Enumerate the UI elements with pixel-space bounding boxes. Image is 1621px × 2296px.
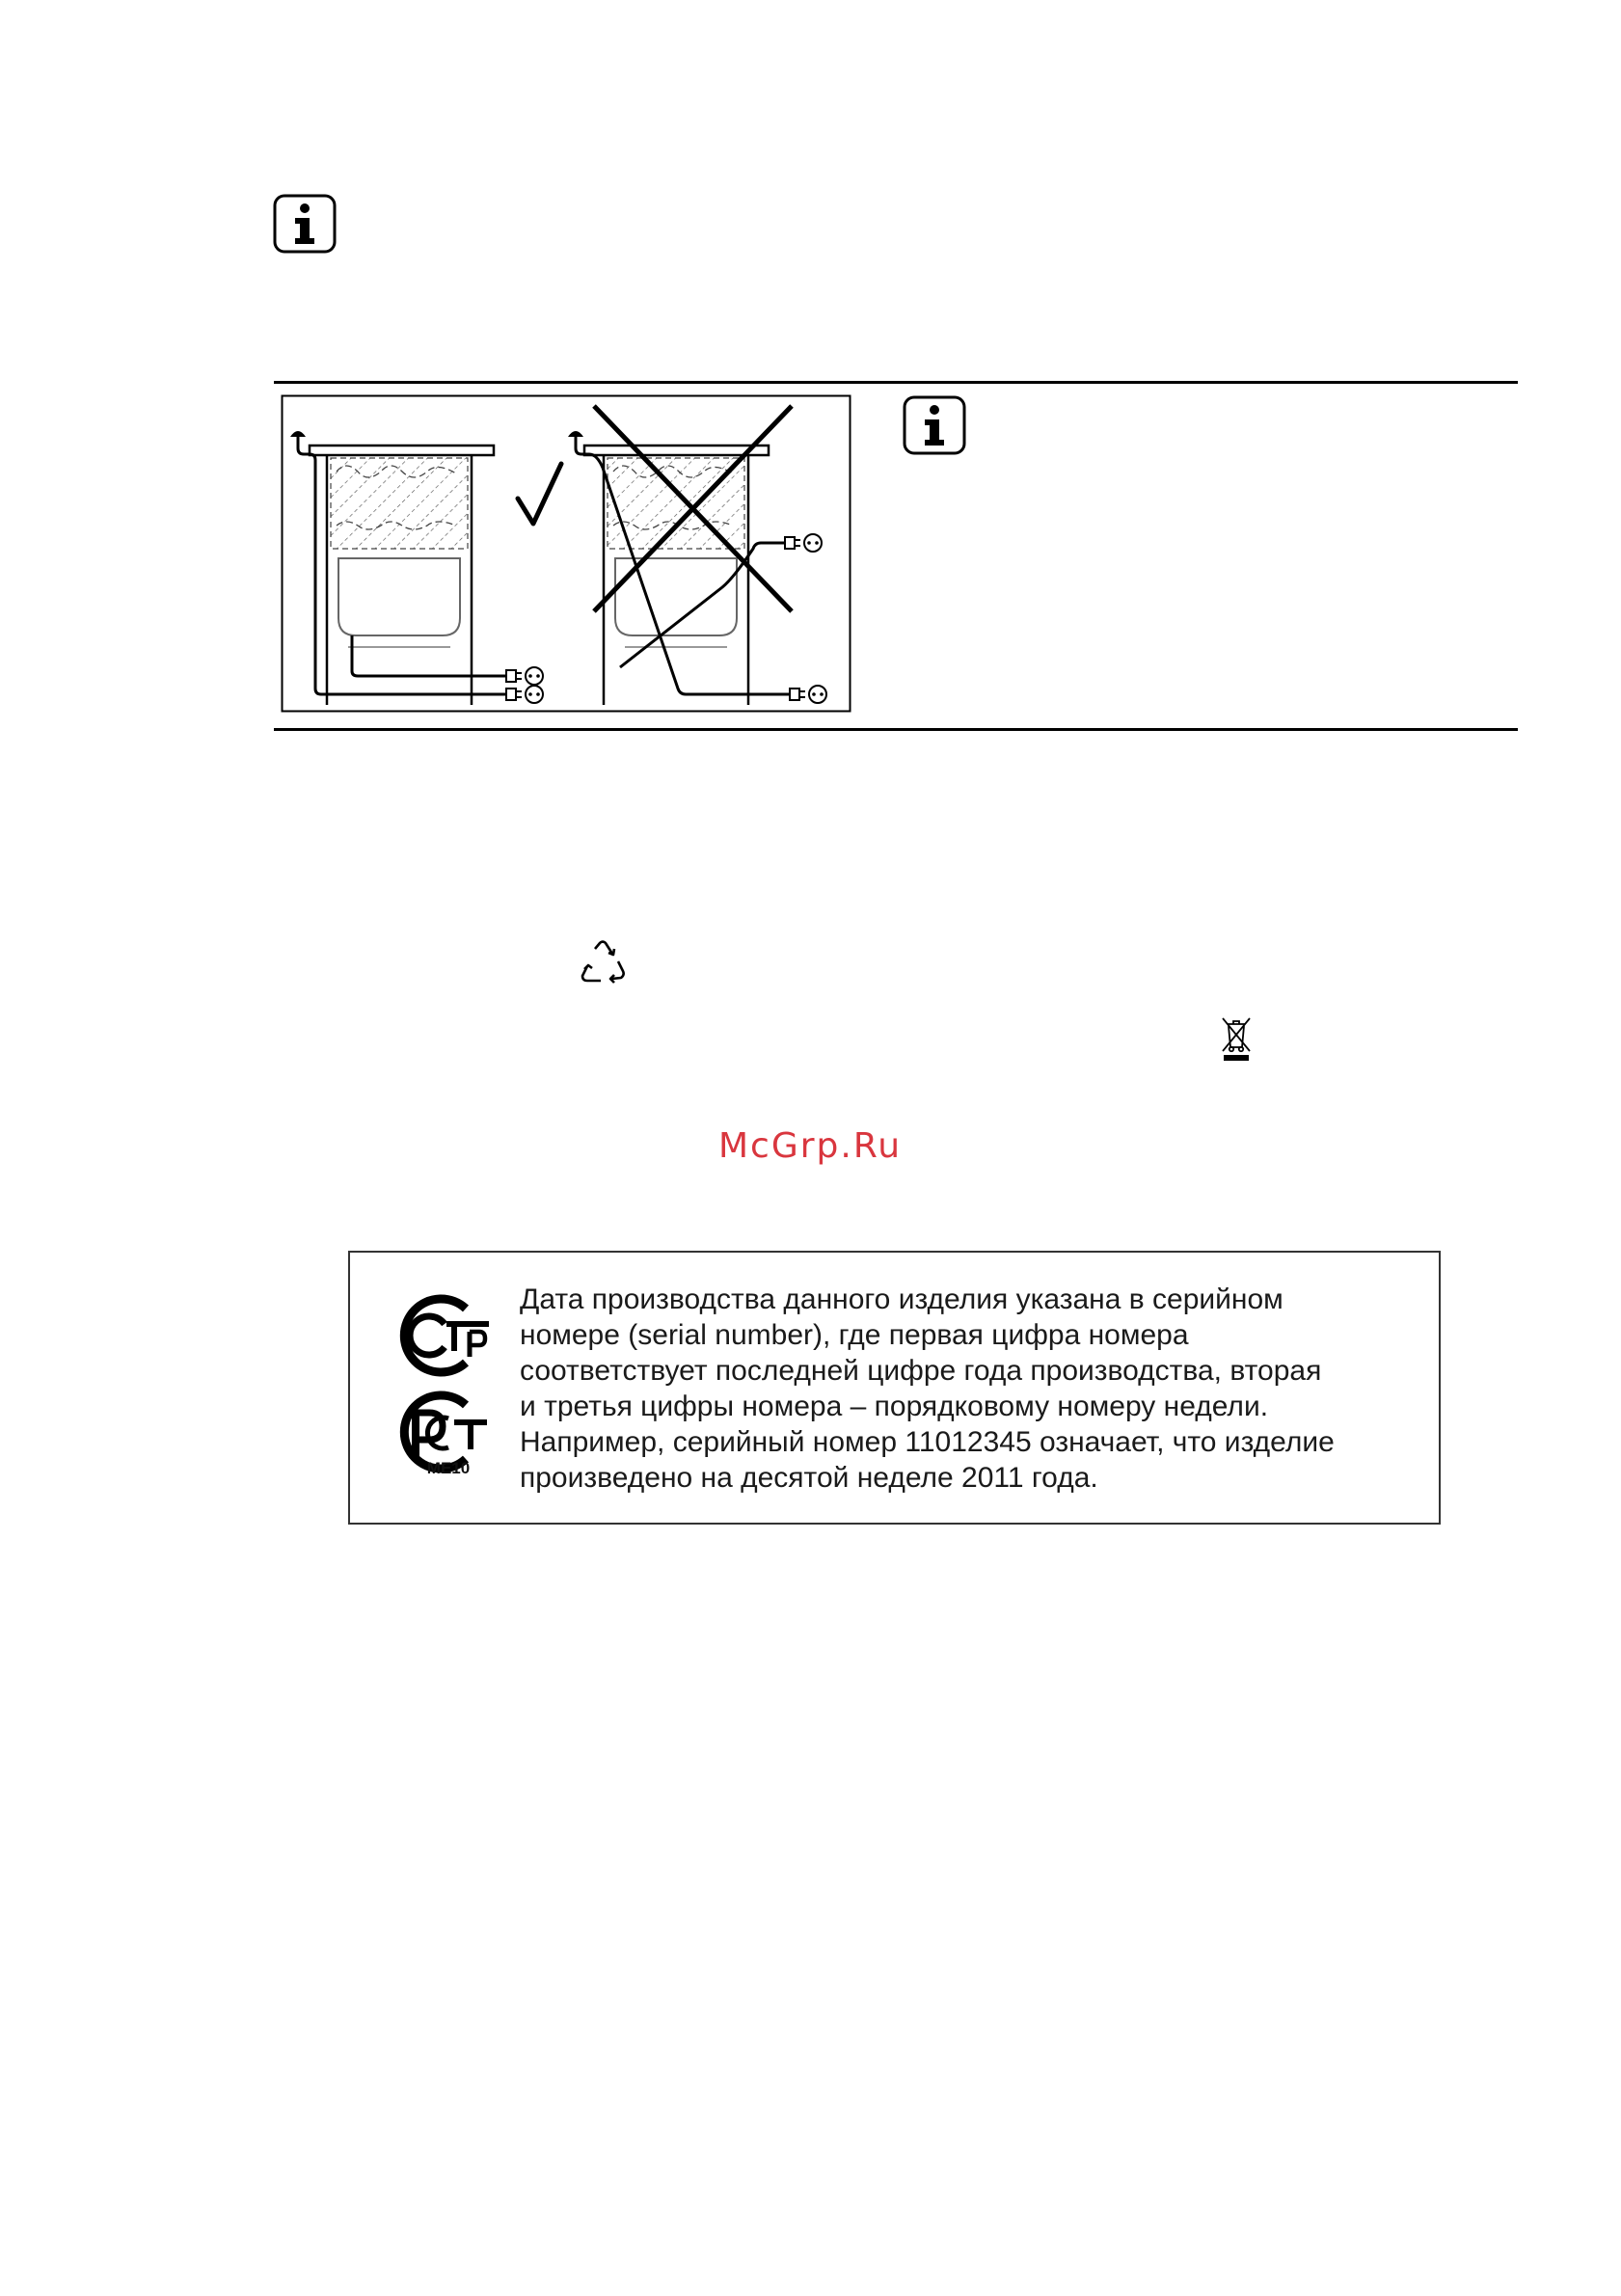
info-icon [903, 395, 966, 455]
cable-routing-figure [281, 394, 851, 713]
rostest-mark-icon [404, 1395, 487, 1469]
top-rule [274, 381, 1518, 384]
cert-line: и третья цифры номера – порядковому номеру недели. [520, 1391, 1269, 1422]
cert-line: номере (serial number), где первая цифра номера [520, 1319, 1189, 1351]
cert-line: произведено на десятой неделе 2011 года. [520, 1462, 1098, 1494]
certification-text [520, 1282, 1426, 1496]
recycle-icon [579, 940, 627, 988]
bottom-rule [274, 728, 1518, 731]
certification-box [348, 1251, 1441, 1525]
cert-line: соответствует последней цифре года производства, вторая [520, 1355, 1322, 1387]
watermark-text: McGrp.Ru [718, 1126, 903, 1166]
cert-line: Дата производства данного изделия указана в серийном [520, 1283, 1283, 1315]
cert-line: Например, серийный номер 11012345 означает, что изделие [520, 1426, 1335, 1458]
crossed-bin-icon [1220, 1014, 1253, 1063]
info-icon [273, 194, 337, 254]
tr-mark-icon [404, 1299, 489, 1372]
mark-code-label: ME10 [426, 1459, 471, 1477]
